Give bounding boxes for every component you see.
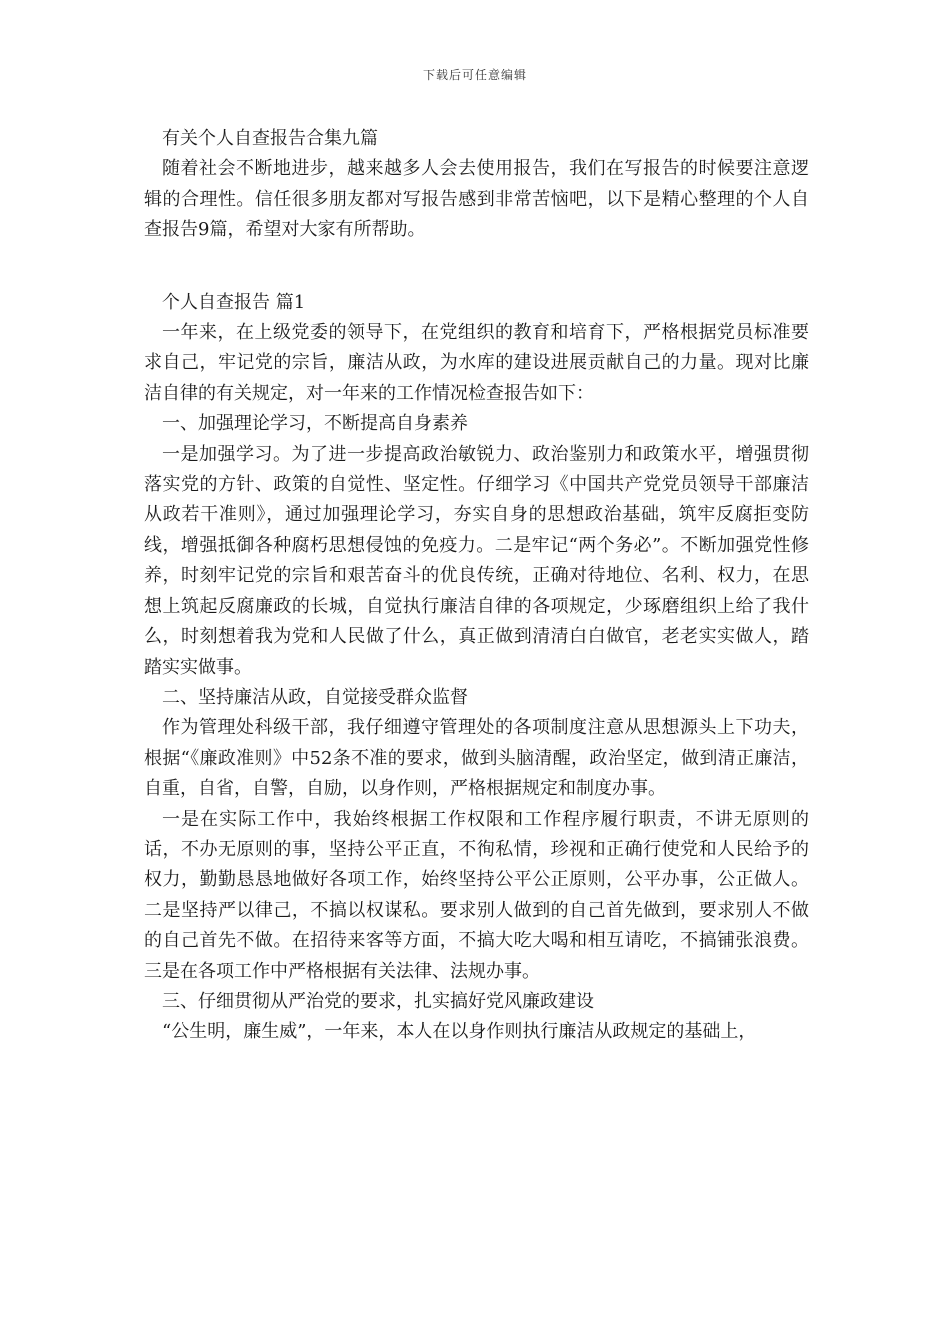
section-heading: 二、坚持廉洁从政，自觉接受群众监督	[162, 686, 468, 708]
intro-paragraph: 随着社会不断地进步，越来越多人会去使用报告，我们在写报告的时候要注意逻辑的合理性。信任很多朋友都对写报告感到非常苦恼吧，以下是精心整理的个人自查报告9篇，希望对大家有所帮助。	[144, 158, 809, 241]
section-heading: 三、仔细贯彻从严治党的要求，扎实搞好党风廉政建设	[162, 990, 594, 1012]
body-paragraph: 一是在实际工作中，我始终根据工作权限和工作程序履行职责，不讲无原则的话，不办无原则的事，坚持公平正直，不徇私情，珍视和正确行使党和人民给予的权力，勤勤恳恳地做好各项工作，始终坚持公平公正原则，公平办事，公正做人。二是坚持严以律己，不搞以权谋私。要求别人做到的自己首先做到，要求别人不做的自己首先不做。在招待来客等方面，不搞大吃大喝和相互请吃，不搞铺张浪费。三是在各项工作中严格根据有关法律、法规办事。	[144, 808, 809, 982]
document-title: 有关个人自查报告合集九篇	[162, 128, 378, 149]
header-note: 下载后可任意编辑	[422, 68, 527, 82]
body-paragraph: 作为管理处科级干部，我仔细遵守管理处的各项制度注意从思想源头上下功夫，根据“《廉政准则》中52条不准的要求，做到头脑清醒，政治坚定，做到清正廉洁，自重，自省，自警，自励，以身作则，严格根据规定和制度办事。	[144, 717, 809, 800]
body-paragraph: 一是加强学习。为了进一步提高政治敏锐力、政治鉴别力和政策水平，增强贯彻落实党的方针、政策的自觉性、坚定性。仔细学习《中国共产党党员领导干部廉洁从政若干准则》，通过加强理论学习，夯实自身的思想政治基础，筑牢反腐拒变防线，增强抵御各种腐朽思想侵蚀的免疫力。二是牢记“两个务必”。不断加强党性修养，时刻牢记党的宗旨和艰苦奋斗的优良传统，正确对待地位、名利、权力，在思想上筑起反腐廉政的长城，自觉执行廉洁自律的各项规定，少琢磨组织上给了我什么，时刻想着我为党和人民做了什么，真正做到清清白白做官，老老实实做人，踏踏实实做事。	[144, 443, 809, 678]
section-title: 个人自查报告 篇1	[162, 291, 306, 313]
section-heading: 一、加强理论学习，不断提高自身素养	[162, 413, 468, 435]
paragraph-gap	[144, 246, 809, 288]
body-paragraph: “公生明，廉生威”，一年来，本人在以身作则执行廉洁从政规定的基础上，	[162, 1021, 757, 1043]
body-paragraph: 一年来，在上级党委的领导下，在党组织的教育和培育下，严格根据党员标准要求自己，牢记党的宗旨，廉洁从政，为水库的建设进展贡献自己的力量。现对比廉洁自律的有关规定，对一年来的工作情况检查报告如下：	[144, 322, 809, 404]
document-body	[144, 124, 809, 1048]
